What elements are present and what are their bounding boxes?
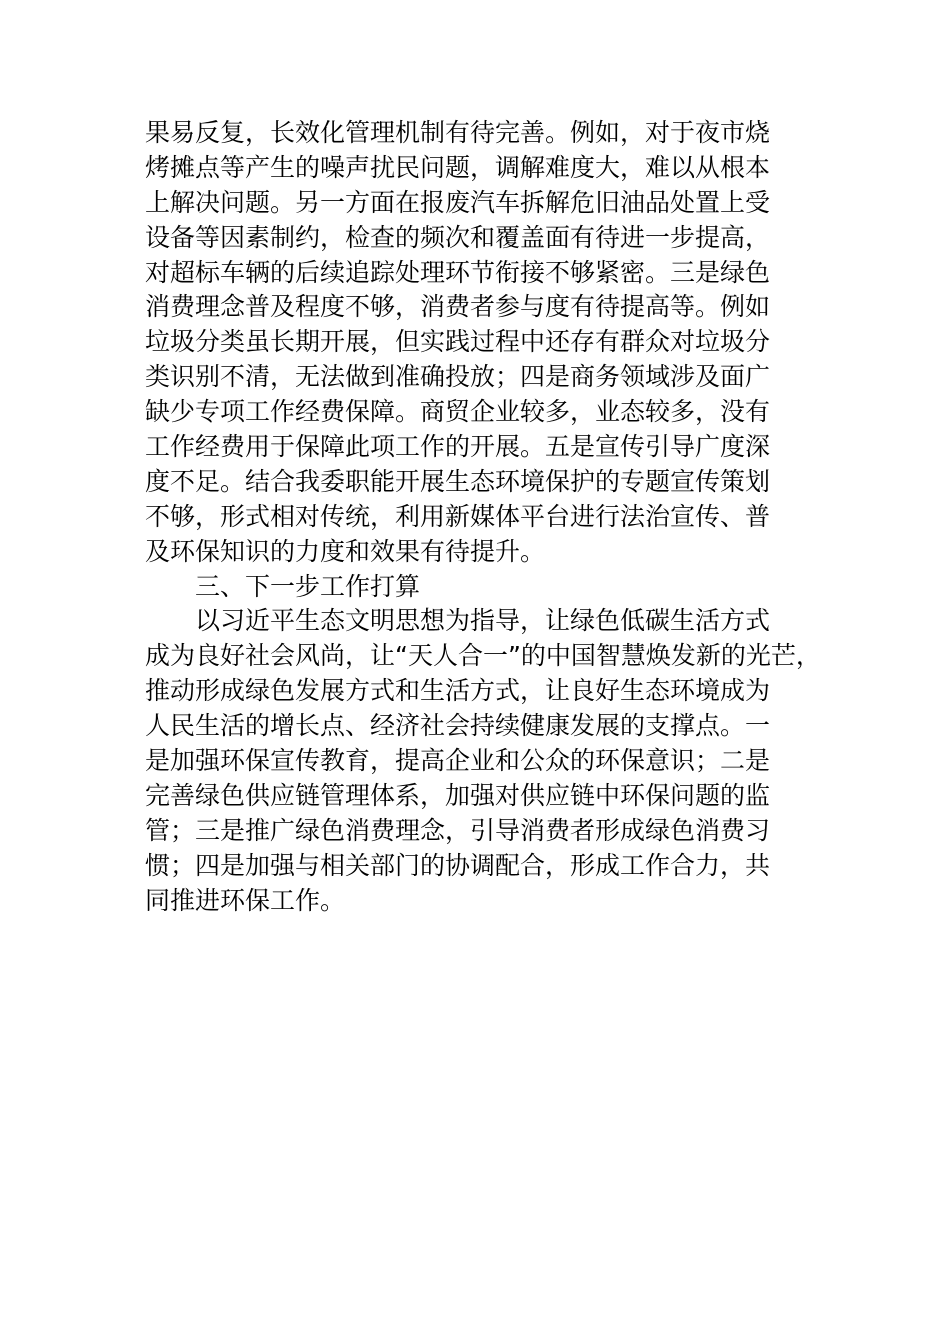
paragraph-2-line: 成为良好社会风尚，让“天人合一”的中国智慧焕发新的光芒， xyxy=(145,641,821,671)
paragraph-1-line: 度不足。结合我委职能开展生态环境保护的专题宣传策划 xyxy=(145,466,771,496)
paragraph-1-line: 上解决问题。另一方面在报废汽车拆解危旧油品处置上受 xyxy=(145,187,771,217)
paragraph-2-line: 管；三是推广绿色消费理念，引导消费者形成绿色消费习 xyxy=(145,815,771,845)
paragraph-1-line: 果易反复，长效化管理机制有待完善。例如，对于夜市烧 xyxy=(145,118,771,147)
document-body xyxy=(145,116,825,918)
paragraph-2-line: 惯；四是加强与相关部门的协调配合，形成工作合力，共 xyxy=(145,850,771,880)
paragraph-1-line: 缺少专项工作经费保障。商贸企业较多，业态较多，没有 xyxy=(145,397,771,427)
paragraph-1-line: 消费理念普及程度不够，消费者参与度有待提高等。例如 xyxy=(145,292,771,322)
paragraph-1-line: 工作经费用于保障此项工作的开展。五是宣传引导广度深 xyxy=(145,432,771,462)
paragraph-2-line: 人民生活的增长点、经济社会持续健康发展的支撑点。一 xyxy=(145,711,771,741)
paragraph-2-line: 是加强环保宣传教育，提高企业和公众的环保意识；二是 xyxy=(145,746,771,776)
paragraph-1-line: 对超标车辆的后续追踪处理环节衔接不够紧密。三是绿色 xyxy=(145,257,771,287)
paragraph-1-line: 设备等因素制约，检查的频次和覆盖面有待进一步提高， xyxy=(145,222,771,252)
paragraph-1-line: 烤摊点等产生的噪声扰民问题，调解难度大，难以从根本 xyxy=(145,152,771,182)
paragraph-1-line: 类识别不清，无法做到准确投放；四是商务领域涉及面广 xyxy=(145,362,771,392)
paragraph-2-line: 同推进环保工作。 xyxy=(145,885,346,915)
paragraph-1-line: 及环保知识的力度和效果有待提升。 xyxy=(145,536,546,566)
paragraph-1-line: 不够，形式相对传统，利用新媒体平台进行法治宣传、普 xyxy=(145,501,771,531)
paragraph-1-line: 垃圾分类虽长期开展，但实践过程中还存有群众对垃圾分 xyxy=(145,327,771,357)
paragraph-2-line: 推动形成绿色发展方式和生活方式，让良好生态环境成为 xyxy=(145,676,771,706)
paragraph-2-line: 完善绿色供应链管理体系，加强对供应链中环保问题的监 xyxy=(145,780,771,810)
paragraph-2-line: 以习近平生态文明思想为指导，让绿色低碳生活方式 xyxy=(195,606,771,636)
section-heading: 三、下一步工作打算 xyxy=(195,571,421,601)
